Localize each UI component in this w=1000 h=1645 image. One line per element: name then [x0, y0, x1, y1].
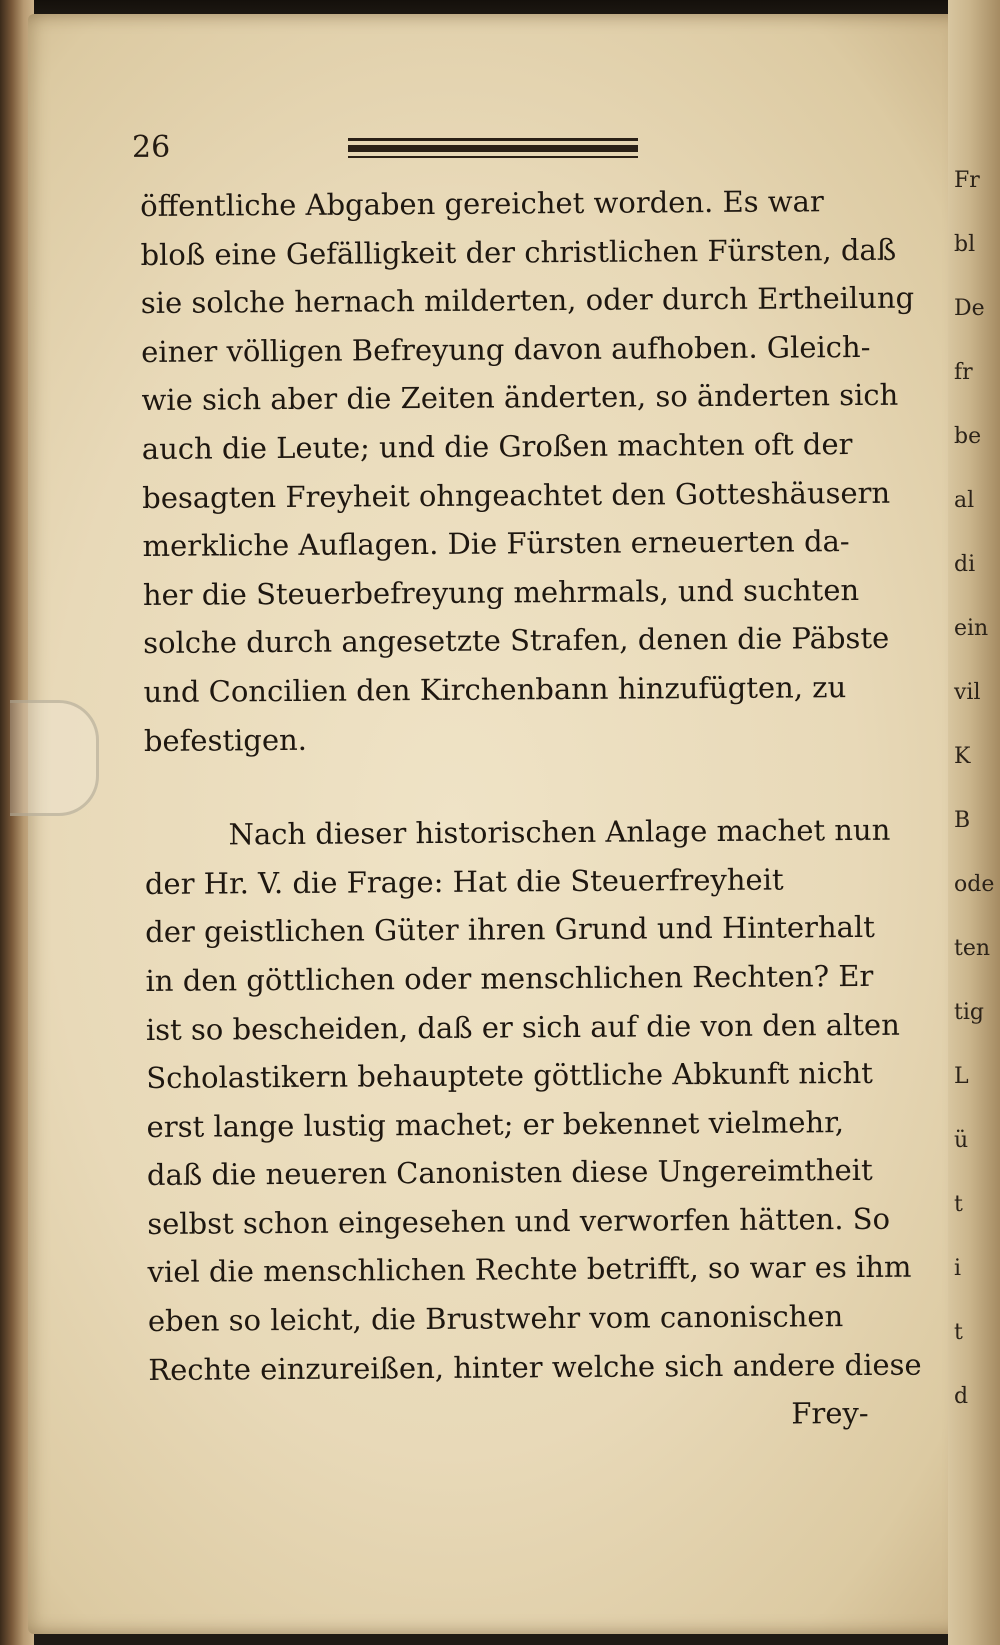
text-line: Scholastikern behauptete göttliche Abkunft nicht [146, 1055, 874, 1096]
facing-page-edge [948, 0, 1000, 1645]
facing-page-fragment: fr [954, 360, 973, 385]
facing-page-fragment: ten [954, 936, 991, 961]
facing-page-fragment: t [954, 1320, 963, 1345]
text-line: der Hr. V. die Frage: Hat die Steuerfreyheit [144, 862, 784, 901]
text-line: merkliche Auflagen. Die Fürsten erneuerten da- [142, 524, 850, 564]
facing-page-fragment: ode [954, 872, 995, 897]
text-line: ist so bescheiden, daß er sich auf die von den alten [145, 1007, 900, 1047]
paragraph-gap [144, 760, 884, 811]
text-line: viel die menschlichen Rechte betrifft, so war es ihm [147, 1250, 912, 1290]
text-line: auch die Leute; und die Großen machten oft der [141, 427, 853, 466]
text-line: öffentliche Abgaben gereichet worden. Es war [140, 184, 824, 223]
text-line: befestigen. [143, 722, 308, 758]
text-line: eben so leicht, die Brustwehr vom canonischen [147, 1299, 844, 1339]
paragraph-1 [140, 177, 915, 765]
facing-page-fragment: vil [954, 680, 981, 705]
text-line: Nach dieser historischen Anlage machet nun [228, 812, 891, 852]
text-line: besagten Freyheit ohngeachtet den Gotteshäusern [142, 475, 891, 515]
facing-page-fragment: Fr [954, 168, 980, 193]
text-line: einer völligen Befreyung davon aufhoben. Gleich- [141, 329, 871, 369]
facing-page-fragment: ein [954, 616, 989, 641]
text-line: solche durch angesetzte Strafen, denen die Päbste [143, 621, 890, 661]
text-line: in den göttlichen oder menschlichen Rechten? Er [145, 958, 874, 998]
facing-page-fragment: al [954, 488, 975, 513]
text-line: Rechte einzureißen, hinter welche sich andere diese [148, 1347, 922, 1387]
text-line: sie solche hernach milderten, oder durch Ertheilung [140, 280, 915, 321]
text-line: wie sich aber die Zeiten änderten, so änderten sich [141, 378, 899, 418]
facing-page-fragment: i [954, 1256, 962, 1281]
header-rule [348, 138, 638, 158]
facing-page-fragment: L [954, 1064, 969, 1089]
facing-page-fragment: ü [954, 1128, 969, 1153]
catchword: Frey- [791, 1396, 869, 1431]
facing-page-fragment: bl [954, 232, 976, 257]
facing-page-fragment: K [954, 744, 971, 769]
text-line: bloß eine Gefälligkeit der christlichen Fürsten, daß [140, 232, 897, 272]
facing-page-fragment: di [954, 552, 976, 577]
facing-page-fragment: tig [954, 1000, 984, 1025]
facing-page-fragment: De [954, 296, 985, 321]
text-line: und Concilien den Kirchenbann hinzufügten, zu [143, 670, 847, 709]
facing-page-fragment: B [954, 808, 971, 833]
text-line: her die Steuerbefreyung mehrmals, und suchten [142, 572, 860, 612]
text-line: daß die neueren Canonisten diese Ungereimtheit [146, 1153, 873, 1193]
facing-page-fragment: t [954, 1192, 963, 1217]
facing-page-fragment: be [954, 424, 982, 449]
paragraph-2 [144, 806, 922, 1394]
text-line: der geistlichen Güter ihren Grund und Hinterhalt [145, 910, 875, 950]
page-clip [10, 700, 99, 816]
text-line: erst lange lustig machet; er bekennet vielmehr, [146, 1104, 845, 1144]
body-text [140, 177, 922, 1443]
page-number: 26 [132, 130, 171, 165]
facing-page-fragment: d [954, 1384, 969, 1409]
text-line: selbst schon eingesehen und verworfen hätten. So [147, 1201, 891, 1241]
